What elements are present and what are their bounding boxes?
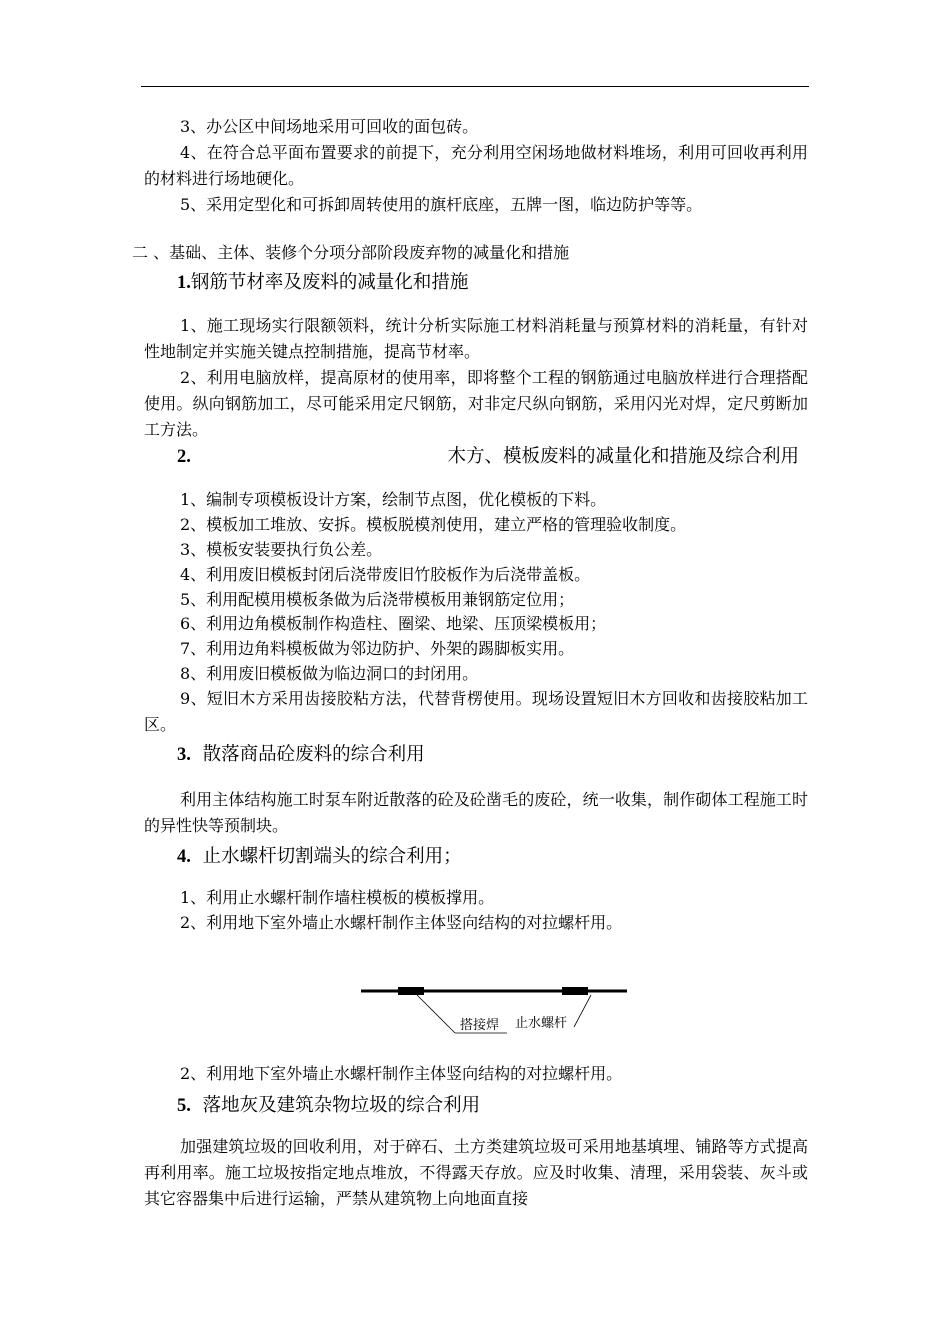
paragraph-item-5: 5、采用定型化和可拆卸周转使用的旗杆底座，五牌一图，临边防护等等。 (180, 195, 703, 214)
s2-item-2: 2、模板加工堆放、安拆。模板脱模剂使用，建立严格的管理验收制度。 (180, 515, 687, 534)
paragraph-item-4: 4、在符合总平面布置要求的前提下，充分利用空闲场地做材料堆场，利用可回收再利用的材料进行场地硬化。 (144, 143, 808, 188)
weld-block-right (562, 987, 588, 995)
heading-1-number: 1. (177, 273, 191, 293)
s4-item-1: 1、利用止水螺杆制作墙柱模板的模板撑用。 (180, 888, 495, 907)
heading-4-title: 止水螺杆切割端头的综合利用； (202, 846, 462, 867)
s3-paragraph: 利用主体结构施工时泵车附近散落的砼及砼凿毛的废砼，统一收集，制作砌体工程施工时的异性快等预制块。 (144, 790, 808, 835)
heading-4-number: 4. (177, 847, 191, 867)
heading-5-number: 5. (177, 1096, 191, 1116)
s2-item-4: 4、利用废旧模板封闭后浇带废旧竹胶板作为后浇带盖板。 (180, 565, 591, 584)
s4-after-diagram: 2、利用地下室外墙止水螺杆制作主体竖向结构的对拉螺杆用。 (180, 1064, 623, 1083)
header-rule (141, 86, 809, 87)
heading-5 (177, 1093, 480, 1119)
s2-item-5: 5、利用配模用模板条做为后浇带模板用兼钢筋定位用； (180, 590, 575, 609)
s2-item-1: 1、编制专项模板设计方案，绘制节点图，优化模板的下料。 (180, 490, 607, 509)
leader-line-right (574, 995, 591, 1027)
s2-item-3: 3、模板安装要执行负公差。 (180, 540, 383, 559)
leader-line-left (417, 995, 455, 1033)
s4-item-2: 2、利用地下室外墙止水螺杆制作主体竖向结构的对拉螺杆用。 (180, 913, 623, 932)
section-2-title: 二 、基础、主体、装修个分项分部阶段废弃物的减量化和措施 (132, 243, 570, 262)
heading-4 (177, 844, 462, 870)
heading-2-number: 2. (177, 447, 191, 467)
bolt-weld-diagram (355, 982, 635, 1042)
label-water-stop-bolt: 止水螺杆 (515, 1016, 568, 1031)
s2-item-7: 7、利用边角料模板做为邻边防护、外架的踢脚板实用。 (180, 639, 575, 658)
s1-item-1: 1、施工现场实行限额领料，统计分析实际施工材料消耗量与预算材料的消耗量，有针对性地制定并实施关键点控制措施，提高节材率。 (144, 316, 808, 361)
s2-item-8: 8、利用废旧模板做为临边洞口的封闭用。 (180, 664, 479, 683)
heading-3-number: 3. (177, 745, 191, 765)
paragraph-item-3: 3、办公区中间场地采用可回收的面包砖。 (180, 117, 479, 136)
s2-item-6: 6、利用边角模板制作构造柱、圈梁、地梁、压顶梁模板用； (180, 614, 607, 633)
heading-3 (177, 742, 425, 768)
heading-1 (177, 270, 468, 296)
heading-2-title: 木方、模板废料的减量化和措施及综合利用 (447, 446, 799, 467)
heading-3-title: 散落商品砼废料的综合利用 (202, 744, 425, 765)
weld-block-left (398, 987, 424, 995)
heading-5-title: 落地灰及建筑杂物垃圾的综合利用 (202, 1095, 481, 1116)
label-lap-weld: 搭接焊 (460, 1018, 500, 1033)
heading-1-title: 钢筋节材率及废料的减量化和措施 (190, 272, 469, 293)
s1-item-2: 2、利用电脑放样，提高原材的使用率，即将整个工程的钢筋通过电脑放样进行合理搭配使用。纵向钢筋加工，尽可能采用定尺钢筋，对非定尺纵向钢筋，采用闪光对焊，定尺剪断加工方法。 (144, 368, 808, 439)
s5-paragraph: 加强建筑垃圾的回收利用，对于碎石、土方类建筑垃圾可采用地基填埋、铺路等方式提高再利用率。施工垃圾按指定地点堆放，不得露天存放。应及时收集、清理，采用袋装、灰斗或其它容器集中后进行运输，严禁从建筑物上向地面直接 (144, 1137, 808, 1208)
s2-item-9: 9、短旧木方采用齿接胶粘方法，代替背楞使用。现场设置短旧木方回收和齿接胶粘加工区。 (144, 689, 808, 734)
heading-2 (177, 444, 799, 470)
